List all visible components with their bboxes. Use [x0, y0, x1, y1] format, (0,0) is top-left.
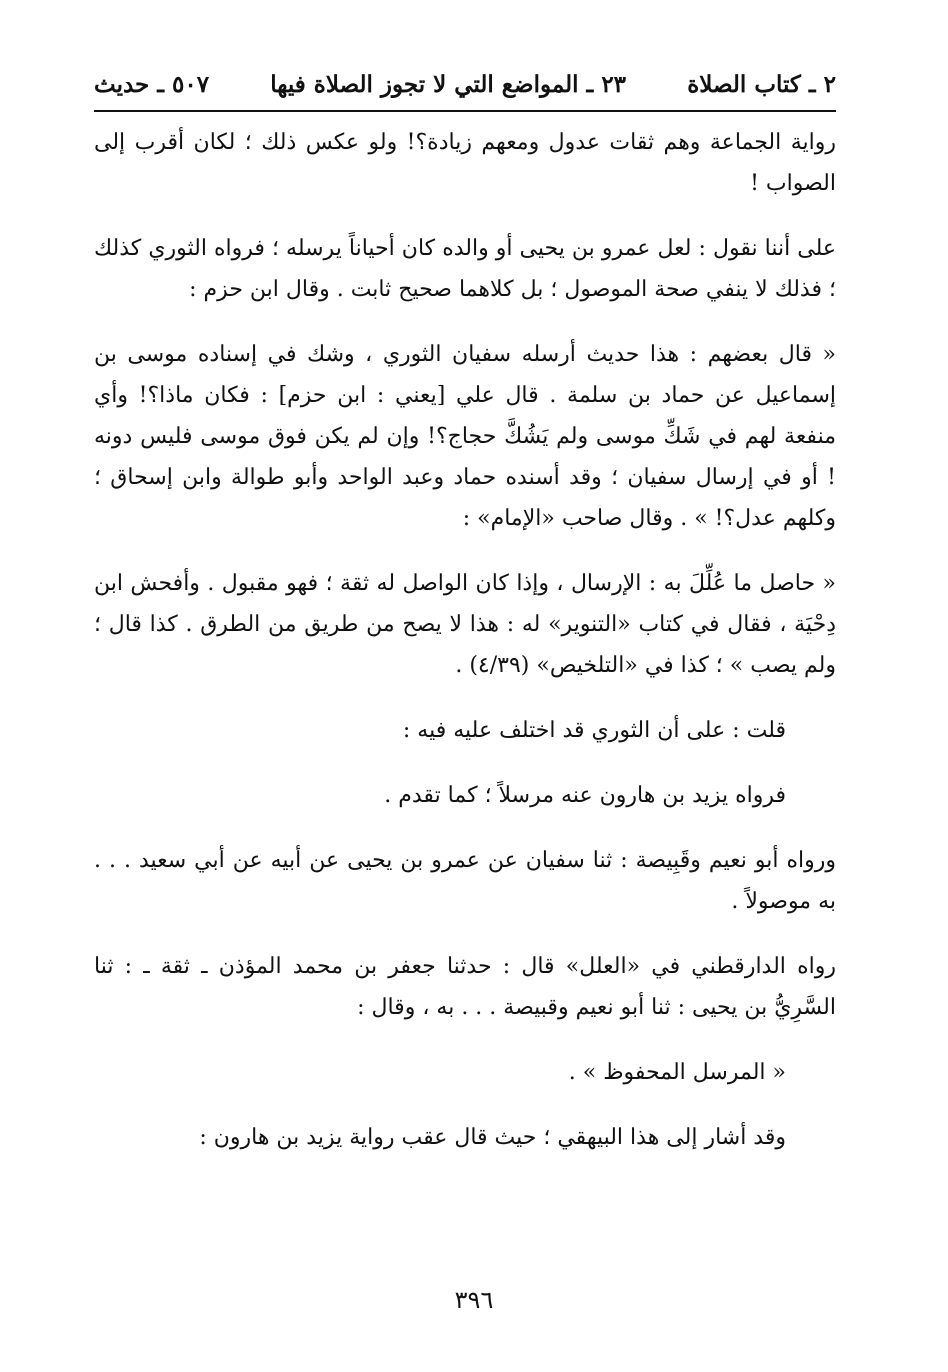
- paragraph-yazid: فرواه يزيد بن هارون عنه مرسلاً ؛ كما تقدم .: [384, 783, 786, 808]
- paragraph-qultu: قلت : على أن الثوري قد اختلف عليه فيه :: [402, 718, 786, 743]
- header-hadith-number: ٥٠٧ ـ حديث: [94, 70, 210, 98]
- quote-al-imam: « حاصل ما عُلِّلَ به : الإرسال ، وإذا كان الواصل له ثقة ؛ فهو مقبول . وأفحش ابن دِحْيَة ، فقال في كتاب «التنوير» له : هذا لا يصح من طريق من الطرق . كذا قال ؛ ولم يصب » ؛ كذا في «التلخيص» (٤/٣٩) .: [94, 571, 836, 678]
- header-rule: [94, 110, 836, 112]
- paragraph-1: رواية الجماعة وهم ثقات عدول ومعهم زيادة؟! ولو عكس ذلك ؛ لكان أقرب إلى الصواب !: [94, 130, 836, 196]
- quote-mursal: « المرسل المحفوظ » .: [568, 1060, 786, 1085]
- paragraph-abu-nuaim: ورواه أبو نعيم وقَبِيصة : ثنا سفيان عن عمرو بن يحيى عن أبيه عن أبي سعيد . . . به موصولاً .: [94, 848, 836, 914]
- running-header: [94, 64, 836, 104]
- page-number: ٣٩٦: [454, 1286, 494, 1314]
- paragraph-daraqutni: رواه الدارقطني في «العلل» قال : حدثنا جعفر بن محمد المؤذن ـ ثقة ـ : ثنا السَّرِيُّ بن يحيى : ثنا أبو نعيم وقبيصة . . . به ، وقال :: [94, 954, 836, 1020]
- paragraph-bayhaqi: وقد أشار إلى هذا البيهقي ؛ حيث قال عقب رواية يزيد بن هارون :: [199, 1125, 786, 1150]
- page-body: [94, 122, 836, 1182]
- quote-ibn-hazm: « قال بعضهم : هذا حديث أرسله سفيان الثوري ، وشك في إسناده موسى بن إسماعيل عن حماد بن سلمة . قال علي [يعني : ابن حزم] : فكان ماذا؟! وأي منفعة لهم في شَكِّ موسى ولم يَشُكَّ حجاج؟! وإن لم يكن فوق موسى فليس دونه ! أو في إرسال سفيان ؛ وقد أسنده حماد وعبد الواحد وأبو طوالة وابن إسحاق ؛ وكلهم عدل؟! » . وقال صاحب «الإمام» :: [94, 342, 836, 531]
- header-chapter: ٢ ـ كتاب الصلاة: [687, 70, 836, 98]
- paragraph-2: على أننا نقول : لعل عمرو بن يحيى أو والده كان أحياناً يرسله ؛ فرواه الثوري كذلك ؛ فذلك لا ينفي صحة الموصول ؛ بل كلاهما صحيح ثابت . وقال ابن حزم :: [94, 236, 836, 302]
- header-section: ٢٣ ـ المواضع التي لا تجوز الصلاة فيها: [270, 70, 627, 98]
